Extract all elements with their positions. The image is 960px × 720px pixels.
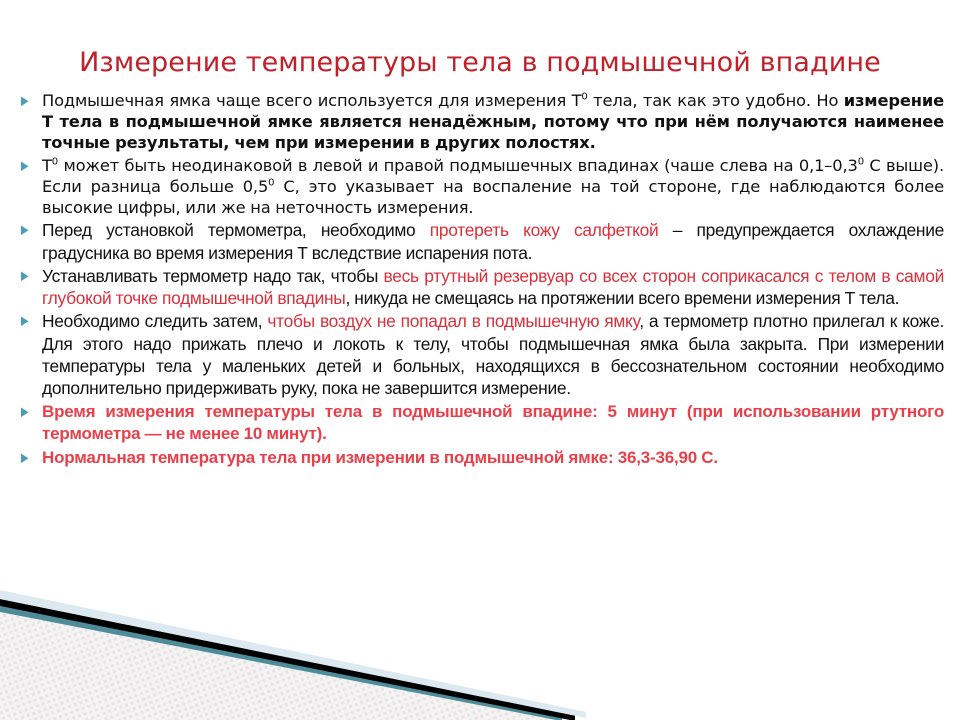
list-item (16, 447, 944, 470)
triangle-right-icon (16, 90, 42, 107)
list-item (16, 265, 944, 310)
bullet-list (16, 90, 944, 470)
bullet-2-seg-4: С выше). Если разница больше 0,5 (42, 155, 944, 196)
light-blue-band (0, 590, 586, 718)
bullet-7-text: Нормальная температура тела при измерении в подмышечной ямке: 36,3-36,90 С. (42, 447, 718, 467)
bullet-3-seg-2: – предупреждается охлаждение градусника во время измерения Т вследствие испарения пота. (42, 220, 944, 263)
bullet-1-text (42, 90, 944, 154)
black-band (0, 599, 575, 720)
list-item (16, 219, 944, 264)
list-item (16, 401, 944, 446)
triangle-right-icon (16, 155, 42, 172)
page-title: Измерение температуры тела в подмышечной впадине (79, 47, 881, 79)
bullet-2-seg-1: 0 (51, 156, 59, 168)
bullet-5-text (42, 310, 944, 399)
bullet-3-seg-0: Перед установкой термометра, необходимо (42, 220, 430, 241)
bullet-1-seg-0: Подмышечная ямка чаще всего используется для измерения Т (42, 91, 582, 110)
bullet-2-text (42, 155, 944, 219)
triangle-right-icon (16, 401, 42, 418)
triangle-right-icon (16, 219, 42, 236)
diagonal-banner-decoration (0, 590, 960, 720)
bullet-6-text: Время измерения температуры тела в подмышечной впадине: 5 минут (при использовании ртутного термометра — не менее 10 минут). (42, 401, 944, 444)
bullet-4-seg-0: Устанавливать термометр надо так, чтобы (42, 265, 384, 286)
bullet-2-seg-3: 0 (857, 156, 865, 168)
bullet-5-highlight: чтобы воздух не попадал в подмышечную ямку (267, 311, 640, 332)
triangle-right-icon (16, 310, 42, 327)
list-item (16, 310, 944, 399)
bullet-5-seg-0: Необходимо следить затем, (42, 311, 268, 332)
bullet-1-seg-3: измерение Т тела в подмышечной ямке является ненадёжным, потому что при нём получаются наименее точные результаты, чем при измерении в других полостях. (42, 91, 944, 153)
list-item (16, 155, 944, 219)
triangle-right-icon (16, 265, 42, 282)
hatched-gray-band (0, 612, 560, 720)
list-item (16, 90, 944, 154)
bullet-2-seg-6: С, это указывает на воспаление на той стороне, где наблюдаются более высокие цифры, или же на неточность измерения. (42, 176, 944, 218)
teal-line-band (0, 606, 562, 720)
bullet-2-seg-5: 0 (268, 177, 275, 189)
bullet-5-seg-2: , а термометр плотно прилегал к коже. Для этого надо прижать плечо и локоть к телу, чтобы подмышечная ямка была закрыта. При измерении температуры тела у маленьких детей и больных, находящихся в бессознательном состоянии необходимо дополнительно придерживать руку, пока не завершится измерение. (42, 311, 945, 399)
bullet-4-text (42, 265, 944, 310)
bullet-3-text (42, 219, 944, 264)
bullet-3-highlight: протереть кожу салфеткой (429, 220, 659, 241)
bullet-1-seg-2: тела, так как это удобно. Но (587, 91, 844, 110)
bullet-4-seg-2: , никуда не смещаясь на протяжении всего времени измерения Т тела. (345, 288, 900, 309)
bullet-4-highlight: весь ртутный резервуар со всех сторон соприкасался с телом в самой глубокой точке подмышечной впадины (42, 265, 944, 309)
bullet-2-seg-2: может быть неодинаковой в левой и правой подмышечных впадинах (чаше слева на 0,1–0,3 (58, 155, 858, 175)
triangle-right-icon (16, 447, 42, 464)
bullet-1-seg-1: 0 (581, 91, 588, 103)
bullet-2-seg-0: Т (42, 155, 52, 175)
